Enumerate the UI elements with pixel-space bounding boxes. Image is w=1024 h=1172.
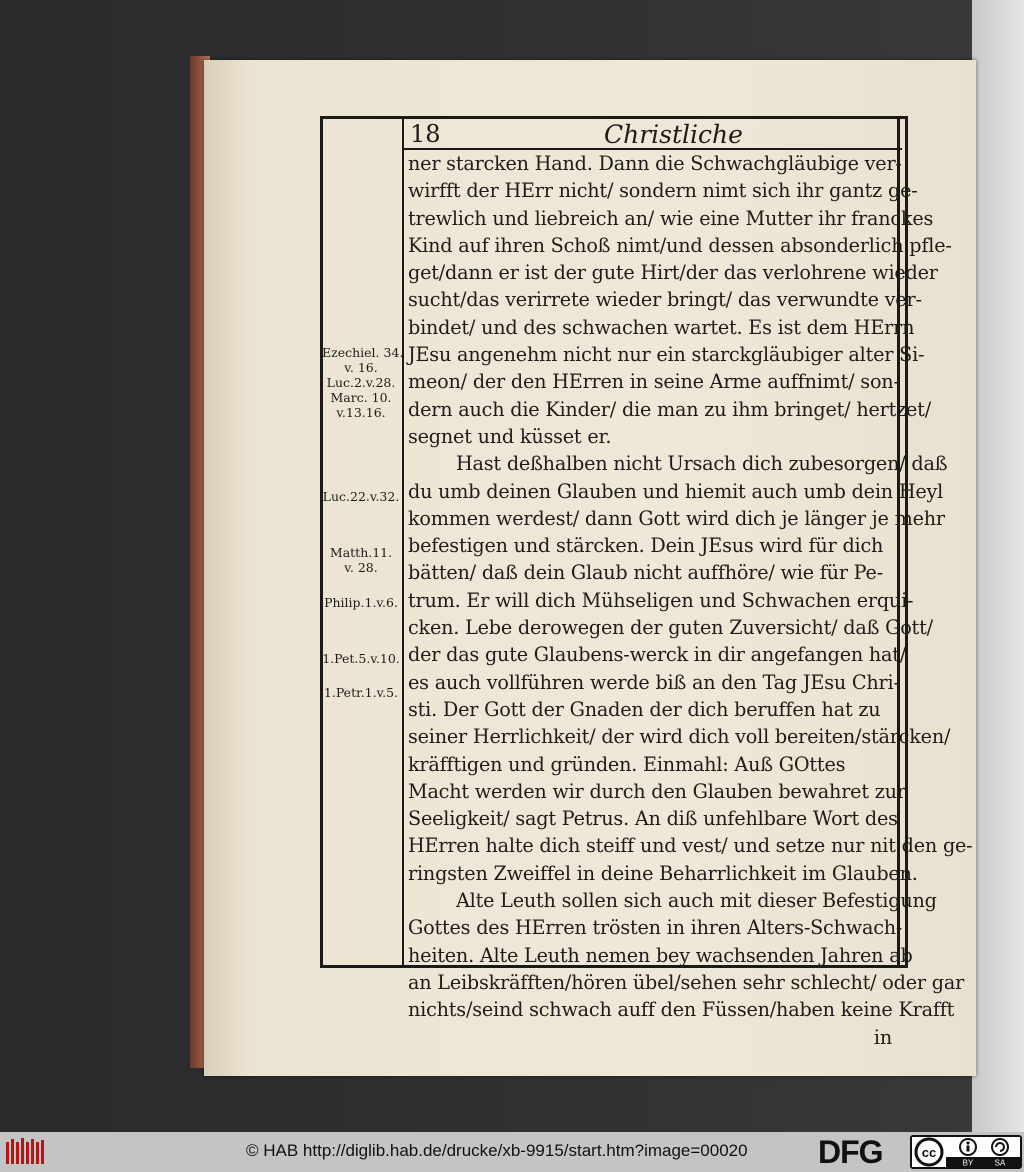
text-line: Seeligkeit/ sagt Petrus. An diß unfehlbare Wort des [408,807,898,831]
text-line: ringsten Zweiffel in deine Beharrlichkeit im Glauben. [408,861,918,885]
catchword: in [873,1025,892,1049]
margin-note: Matth.11. [329,545,393,560]
cc-by-label: BY [962,1158,974,1168]
text-line: JEsu angenehm nicht nur ein starckgläubiger alter Si- [408,343,925,367]
margin-note: Philip.1.v.6. [324,595,398,610]
next-page-edge [972,0,1024,1132]
text-line: bätten/ daß dein Glaub nicht auffhöre/ wie für Pe- [408,561,883,585]
margin-note: 1.Petr.1.v.5. [323,685,399,700]
body-text [408,150,973,1051]
text-line: du umb deinen Glauben und hiemit auch umb dein Heyl [408,479,944,503]
margin-note: 1.Pet.5.v.10. [322,651,400,666]
text-line: kommen werdest/ dann Gott wird dich je länger je mehr [408,506,945,530]
text-line: bindet/ und des schwachen wartet. Es ist dem HErrn [408,315,915,339]
text-line: cken. Lebe derowegen der guten Zuversicht/ daß Gott/ [408,616,933,640]
text-line: get/dann er ist der gute Hirt/der das verlohrene wieder [408,261,938,285]
text-line: HErren halte dich steiff und vest/ und setze nur nit den ge- [408,834,973,858]
svg-text:cc: cc [921,1145,937,1160]
text-line: nichts/seind schwach auff den Füssen/haben keine Krafft [408,998,955,1022]
text-line: Kind auf ihren Schoß nimt/und dessen absonderlich pfle- [408,233,952,257]
text-line: meon/ der den HErren in seine Arme auffnimt/ son- [408,370,900,394]
margin-note: Ezechiel. 34. [322,345,404,360]
text-line: trewlich und liebreich an/ wie eine Mutter ihr franckes [408,206,934,230]
text-line: Hast deßhalben nicht Ursach dich zubesorgen/ daß [456,452,948,476]
page-number: 18 [410,120,441,148]
copyright-link[interactable]: © HAB http://diglib.hab.de/drucke/xb-9915/start.htm?image=00020 [246,1141,748,1160]
margin-note: v. 28. [344,560,378,575]
text-line: ner starcken Hand. Dann die Schwachgläubige ver- [408,152,902,175]
margin-note: v.13.16. [336,405,386,420]
text-line: heiten. Alte Leuth nemen bey wachsenden Jahren ab [408,943,913,967]
cc-license-badge[interactable] [910,1135,1022,1169]
cc-by-sa-icon [912,1137,1020,1167]
text-line: Alte Leuth sollen sich auch mit dieser Befestigung [456,889,937,913]
dfg-logo[interactable]: DFG [818,1134,883,1170]
text-line: segnet und küsset er. [408,424,612,448]
text-line: seiner Herrlichkeit/ der wird dich voll bereiten/stärcken/ [408,725,951,749]
margin-note: Luc.2.v.28. [326,375,396,390]
text-line: wirfft der HErr nicht/ sondern nimt sich ihr gantz ge- [408,179,918,203]
text-line: es auch vollführen werde biß an den Tag JEsu Chri- [408,670,900,694]
text-line: sti. Der Gott der Gnaden der dich beruffen hat zu [408,697,881,721]
cc-sa-label: SA [994,1158,1006,1168]
text-line: trum. Er will dich Mühseligen und Schwachen erqui- [408,588,914,612]
text-line: an Leibskräfften/hören übel/sehen sehr schlecht/ oder gar [408,970,965,994]
text-line: sucht/das verirrete wieder bringt/ das verwundte ver- [408,288,922,312]
text-line: dern auch die Kinder/ die man zu ihm bringet/ hertzet/ [408,397,931,421]
text-line: Macht werden wir durch den Glauben bewahret zur [408,779,906,803]
text-line: der das gute Glaubens-werck in dir angefangen hat/ [408,643,907,667]
text-line: befestigen und stärcken. Dein JEsus wird für dich [408,534,884,558]
margin-note: Marc. 10. [330,390,392,405]
margin-note: Luc.22.v.32. [322,489,400,504]
hab-logo-icon [4,1136,48,1168]
margin-note: v. 16. [344,360,378,375]
text-line: kräfftigen und gründen. Einmahl: Auß GOttes [408,752,846,776]
text-line: Gottes des HErren trösten in ihren Alters-Schwach- [408,916,903,940]
running-head: Christliche [604,120,743,149]
